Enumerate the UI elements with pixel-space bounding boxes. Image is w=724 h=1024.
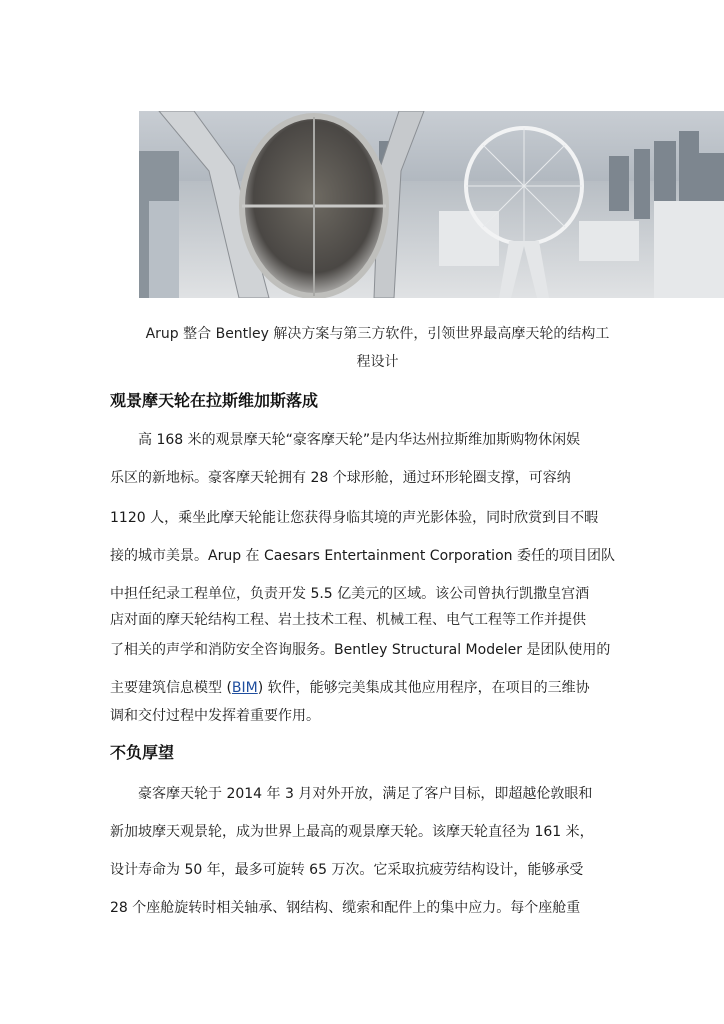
ferris-wheel-rendering	[139, 111, 724, 298]
bim-link[interactable]: BIM	[231, 680, 258, 696]
section-heading-1: 观景摩天轮在拉斯维加斯落成	[110, 391, 319, 410]
paragraph-line: 接的城市美景。Arup 在 Caesars Entertainment Corporation 委任的项目团队	[110, 548, 615, 564]
paragraph-line: 了相关的声学和消防安全咨询服务。Bentley Structural Modeler 是团队使用的	[110, 642, 611, 658]
image-caption	[110, 320, 645, 376]
text-segment: ) 软件，能够完美集成其他应用程序，在项目的三维协	[257, 680, 590, 696]
ferris-wheel-illustration	[139, 111, 724, 298]
paragraph-line: 28 个座舱旋转时相关轴承、钢结构、缆索和配件上的集中应力。每个座舱重	[110, 900, 581, 916]
caption-line-2: 程设计	[356, 354, 399, 370]
paragraph-line: 豪客摩天轮于 2014 年 3 月对外开放，满足了客户目标，即超越伦敦眼和	[138, 786, 593, 802]
paragraph-line	[110, 678, 590, 698]
paragraph-line: 乐区的新地标。豪客摩天轮拥有 28 个球形舱，通过环形轮圈支撑，可容纳	[110, 470, 571, 486]
paragraph-line: 中担任纪录工程单位，负责开发 5.5 亿美元的区域。该公司曾执行凯撒皇宫酒	[110, 586, 590, 602]
paragraph-line: 店对面的摩天轮结构工程、岩土技术工程、机械工程、电气工程等工作并提供	[110, 612, 586, 628]
paragraph-line: 设计寿命为 50 年，最多可旋转 65 万次。它采取抗疲劳结构设计，能够承受	[110, 862, 584, 878]
paragraph-line: 高 168 米的观景摩天轮“豪客摩天轮”是内华达州拉斯维加斯购物休闲娱	[138, 432, 581, 448]
section-heading-2: 不负厚望	[110, 743, 175, 762]
paragraph-line: 调和交付过程中发挥着重要作用。	[110, 708, 320, 724]
text-segment: 主要建筑信息模型 (	[110, 680, 232, 696]
paragraph-line: 1120 人，乘坐此摩天轮能让您获得身临其境的声光影体验，同时欣赏到目不暇	[110, 510, 599, 526]
paragraph-line: 新加坡摩天观景轮，成为世界上最高的观景摩天轮。该摩天轮直径为 161 米，	[110, 824, 594, 840]
caption-line-1: Arup 整合 Bentley 解决方案与第三方软件，引领世界最高摩天轮的结构工	[145, 326, 610, 342]
